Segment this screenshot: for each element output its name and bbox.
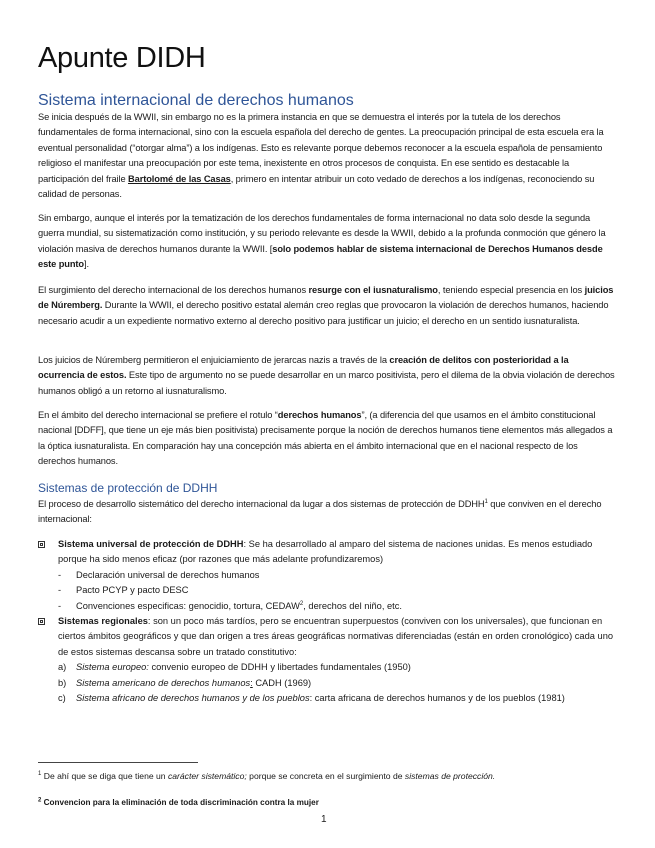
paragraph-6 <box>38 497 616 528</box>
paragraph-1 <box>38 110 616 202</box>
footnote-2-number: 2 <box>38 797 42 804</box>
footnote-2-text: Convencion para la eliminación de toda discriminación contra la mujer <box>41 798 319 807</box>
sub-item-europeo <box>58 660 616 675</box>
p3-text-c: , teniendo especial presencia en los <box>437 285 585 295</box>
sub-item-pactos <box>58 583 616 598</box>
p3-text-a: El surgimiento del derecho internacional de los derechos humanos <box>38 285 309 295</box>
p3-bold-iusnaturalismo: resurge con el iusnaturalismo <box>308 285 438 295</box>
letter-marker-a: a) <box>58 662 67 673</box>
footnote-ref-2[interactable]: 2 <box>299 600 304 607</box>
section-heading-sistemas-proteccion: Sistemas de protección de DDHH <box>38 481 218 495</box>
sub-item-text: convenio europeo de DDHH y libertades fundamentales (1950) <box>148 662 411 673</box>
sub-item-text-end: , derechos del niño, etc. <box>303 600 402 611</box>
sub-item-colon: : <box>250 677 253 688</box>
dash-bullet: - <box>58 600 62 611</box>
list-item-universal <box>38 537 616 614</box>
dash-bullet: - <box>58 569 62 580</box>
sub-item-declaracion <box>58 568 616 583</box>
paragraph-3 <box>38 283 616 329</box>
sub-item-text: Convenciones especificas: genocidio, tortura, CEDAW <box>76 600 300 611</box>
p5-text-a: En el ámbito del derecho internacional se prefiere el rotulo “ <box>38 410 278 420</box>
p4-bold: creación de delitos con posterioridad a la ocurrencia de estos. <box>38 355 569 381</box>
sub-item-convenciones <box>58 599 616 614</box>
footnote-separator <box>38 762 198 763</box>
sub-item-text: CADH (1969) <box>252 677 312 688</box>
sub-item-italic: Sistema americano de derechos humanos <box>76 677 251 688</box>
p5-text-c: ”, (a diferencia del que usamos en el ámbito constitucional nacional [DDFF], que tiene un eje más bien positivista) precisamente porque la noción de derechos humanos tiene elementos más allegados a la óptica iusnaturalista. En comparación hay una concepción más abierta en el ámbito internacional que en el nacional respecto de los derechos humanos. <box>38 410 613 467</box>
dash-bullet: - <box>58 585 62 596</box>
p6-text-b: que conviven en el derecho internacional: <box>38 499 602 525</box>
letter-marker-c: c) <box>58 693 66 704</box>
sub-item-americano <box>58 676 616 691</box>
list-item-universal-text <box>58 537 616 568</box>
p4-text-c: Este tipo de argumento no se puede desarrollar en un marco positivista, pero el dilema de la obvia violación de derechos humanos obligó a un retorno al iusnaturalismo. <box>38 370 615 396</box>
paragraph-4 <box>38 353 616 399</box>
p1-text-a: Se inicia después de la WWII, sin embargo no es la primera instancia en que se demuestra el interés por la tutela de los derechos fundamentales de forma internacional, sino con la escuela española del derecho de gentes. La preocupación principal de esta escuela era la eventual personalidad (“otorgar alma”) a los indígenas. Esto es relevante porque debemos reconocer a la escuela española de pensamiento religioso el manifestar una preocupación por este tema, inexistente en otros procesos de conquista. En ese sentido es destacable la participación del fraile <box>38 112 604 184</box>
paragraph-2 <box>38 211 616 273</box>
p2-text-c: ]. <box>84 259 89 270</box>
sub-item-text: : carta africana de derechos humanos y de los pueblos (1981) <box>309 693 565 704</box>
p4-text-a: Los juicios de Núremberg permitieron el enjuiciamiento de jerarcas nazis a través de la <box>38 355 390 365</box>
section-heading-sistema-internacional: Sistema internacional de derechos humanos <box>38 92 354 109</box>
list-item-universal-desc: : Se ha desarrollado al amparo del sistema de naciones unidas. Es menos estudiado porque ha sido menos eficaz (por razones que más adelante profundizaremos) <box>58 539 593 565</box>
letter-marker-b: b) <box>58 677 67 688</box>
list-item-universal-bold: Sistema universal de protección de DDHH <box>58 539 244 549</box>
footnote-1-text-b: porque se concreta en el surgimiento de <box>246 771 405 781</box>
footnote-1-number: 1 <box>38 771 42 778</box>
list-item-regionales-text <box>58 614 616 660</box>
p2-text-a: Sin embargo, aunque el interés por la tematización de los derechos fundamentales de forma internacional no data solo desde la segunda guerra mundial, su sistematización como institución, y su periodo relevante es desde la WWII, debido a la profunda conmoción que género la violación masiva de derechos humanos durante la WWII. [ <box>38 213 606 254</box>
p1-bold-bartolome: Bartolomé de las Casas <box>128 173 231 184</box>
footnote-2 <box>38 797 616 809</box>
p2-bold: solo podemos hablar de sistema internacional de Derechos Humanos desde este punto <box>38 243 603 270</box>
paragraph-5 <box>38 408 616 470</box>
list-item-regionales <box>38 614 616 706</box>
footnote-1 <box>38 770 616 782</box>
square-bullet-icon <box>38 541 45 548</box>
list-item-regionales-desc: : son un poco más tardíos, pero se encuentran superpuestos (conviven con los universales), que funcionan en ciertos ámbitos geográficos y que dan origen a tres áreas geográficas normativas diferenciadas (están en orden cronológico) cada uno de estos sistemas descansa sobre un tratado constitutivo: <box>58 616 614 657</box>
sub-item-italic: Sistema europeo: <box>76 662 149 673</box>
footnote-1-italic-1: carácter sistemático; <box>167 771 247 781</box>
p3-text-e: Durante la WWII, el derecho positivo estatal alemán creo reglas que provocaron la violación de derechos humanos, haciendo necesario acudir a un expediente normativo externo al derecho positivo para justificar un juicio; el derecho en un sentido iusnaturalista. <box>38 300 609 326</box>
protection-systems-list <box>38 537 616 706</box>
list-item-regionales-bold: Sistemas regionales <box>58 616 148 627</box>
page-number: 1 <box>321 814 327 825</box>
sub-item-text: Declaración universal de derechos humanos <box>76 569 260 580</box>
document-title: Apunte DIDH <box>38 42 206 74</box>
sub-item-africano <box>58 691 616 706</box>
footnote-1-text-a: De ahí que se diga que tiene un <box>41 771 168 781</box>
p3-bold-nuremberg: juicios de Núremberg. <box>38 285 614 311</box>
footnote-ref-1[interactable]: 1 <box>484 498 488 505</box>
p5-bold-derechos-humanos: derechos humanos <box>277 410 362 420</box>
sub-item-italic: Sistema africano de derechos humanos y de los pueblos <box>76 693 310 704</box>
footnote-1-italic-2: sistemas de protección. <box>404 771 496 781</box>
square-bullet-icon <box>38 618 45 625</box>
sub-item-text: Pacto PCYP y pacto DESC <box>76 585 189 596</box>
p1-text-c: , primero en intentar atribuir un coto vedado de derechos a los indígenas, reconociendo su calidad de personas. <box>38 173 595 200</box>
p6-text-a: El proceso de desarrollo sistemático del derecho internacional da lugar a dos sistemas de protección de DDHH <box>38 499 485 509</box>
